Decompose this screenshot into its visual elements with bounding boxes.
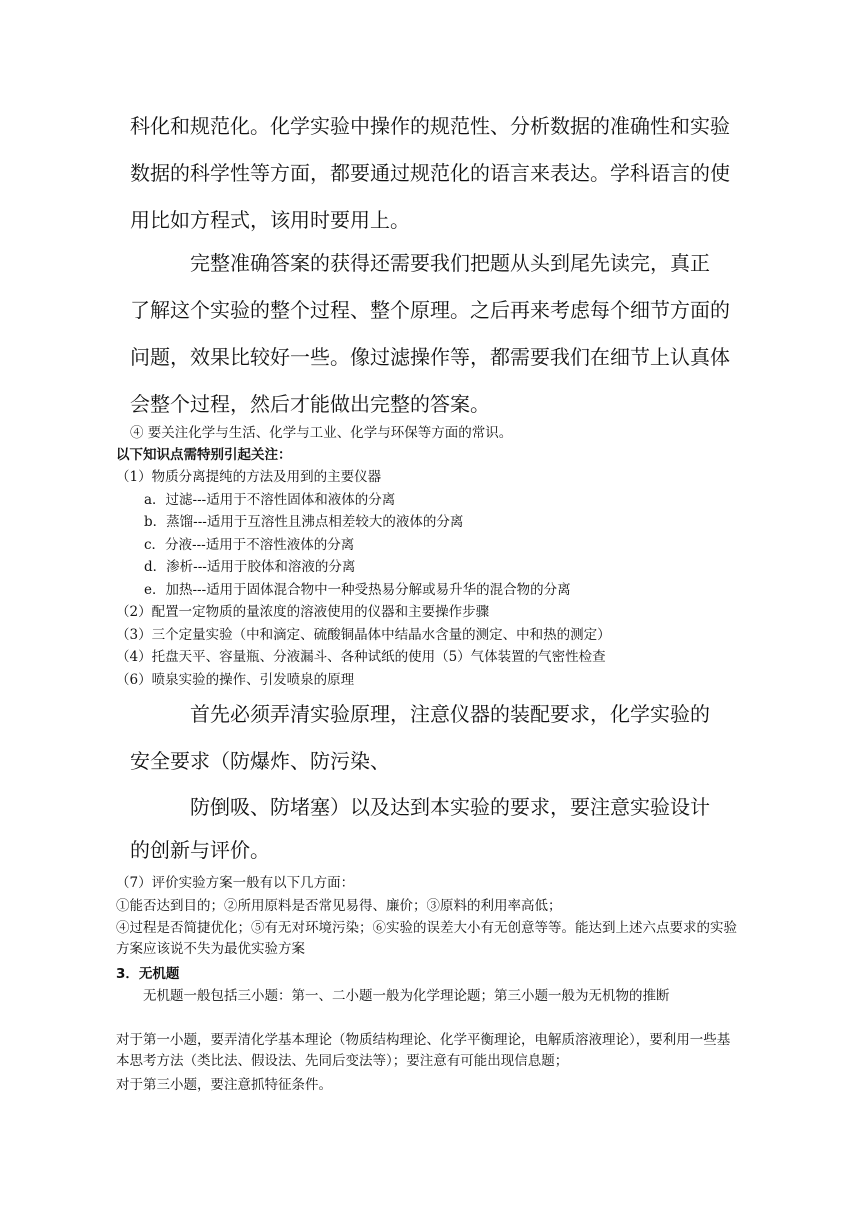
text-line: 用比如方程式，该用时要用上。: [130, 208, 410, 232]
text-line: 首先必须弄清实验原理，注意仪器的装配要求，化学实验的: [130, 702, 710, 726]
text-line: 问题，效果比较好一些。像过滤操作等，都需要我们在细节上认真体: [130, 345, 730, 369]
list-item: a．过滤---适用于不溶性固体和液体的分离: [144, 492, 396, 508]
note-4: ④ 要关注化学与生活、化学与工业、化学与环保等方面的常识。: [130, 425, 513, 441]
list-item: （2）配置一定物质的量浓度的溶液使用的仪器和主要操作步骤: [116, 604, 490, 620]
list-item: b．蒸馏---适用于互溶性且沸点相差较大的液体的分离: [144, 514, 464, 530]
text-line: 的创新与评价。: [130, 838, 270, 862]
eval-item: ①能否达到目的；②所用原料是否常见易得、廉价；③原料的利用率高低；: [116, 898, 562, 914]
text-line: 科化和规范化。化学实验中操作的规范性、分析数据的准确性和实验: [130, 114, 730, 138]
text-line: 安全要求（防爆炸、防污染、: [130, 749, 390, 773]
inorganic-intro: 无机题一般包括三小题：第一、二小题一般为化学理论题；第三小题一般为无机物的推断: [116, 988, 670, 1004]
inorganic-first: 对于第一小题，要弄清化学基本理论（物质结构理论、化学平衡理论，电解质溶液理论），要利用一些基本思考方法（类比法、假设法、先同后变法等）；要注意有可能出现信息题；: [116, 1032, 731, 1069]
text-line: 数据的科学性等方面，都要通过规范化的语言来表达。学科语言的使: [130, 161, 730, 185]
text-line: 了解这个实验的整个过程、整个原理。之后再来考虑每个细节方面的: [130, 298, 730, 322]
list-item: （3）三个定量实验（中和滴定、硫酸铜晶体中结晶水含量的测定、中和热的测定）: [116, 627, 611, 643]
inorganic-third: 对于第三小题，要注意抓特征条件。: [116, 1077, 332, 1093]
text-line: 会整个过程，然后才能做出完整的答案。: [130, 392, 490, 416]
eval-title: （7）评价实验方案一般有以下几方面：: [116, 875, 355, 891]
text-line: 完整准确答案的获得还需要我们把题从头到尾先读完，真正: [130, 251, 710, 275]
list-item: e．加热---适用于固体混合物中一种受热易分解或易升华的混合物的分离: [144, 582, 571, 598]
section-heading-focus: 以下知识点需特别引起关注：: [116, 447, 292, 463]
list-item: （4）托盘天平、容量瓶、分液漏斗、各种试纸的使用（5）气体装置的气密性检查: [116, 649, 606, 665]
list-item: （6）喷泉实验的操作、引发喷泉的原理: [116, 672, 355, 688]
text-line: 防倒吸、防堵塞）以及达到本实验的要求，要注意实验设计: [130, 795, 710, 819]
list-item: d．渗析---适用于胶体和溶液的分离: [144, 559, 356, 575]
section-heading-inorganic: 3．无机题: [116, 966, 180, 982]
list-item: （1）物质分离提纯的方法及用到的主要仪器: [116, 469, 382, 485]
list-item: c．分液---适用于不溶性液体的分离: [144, 537, 355, 553]
eval-item: ④过程是否简捷优化；⑤有无对环境污染；⑥实验的误差大小有无创意等等。能达到上述六点要求的实验方案应该说不失为最优实验方案: [116, 920, 737, 957]
